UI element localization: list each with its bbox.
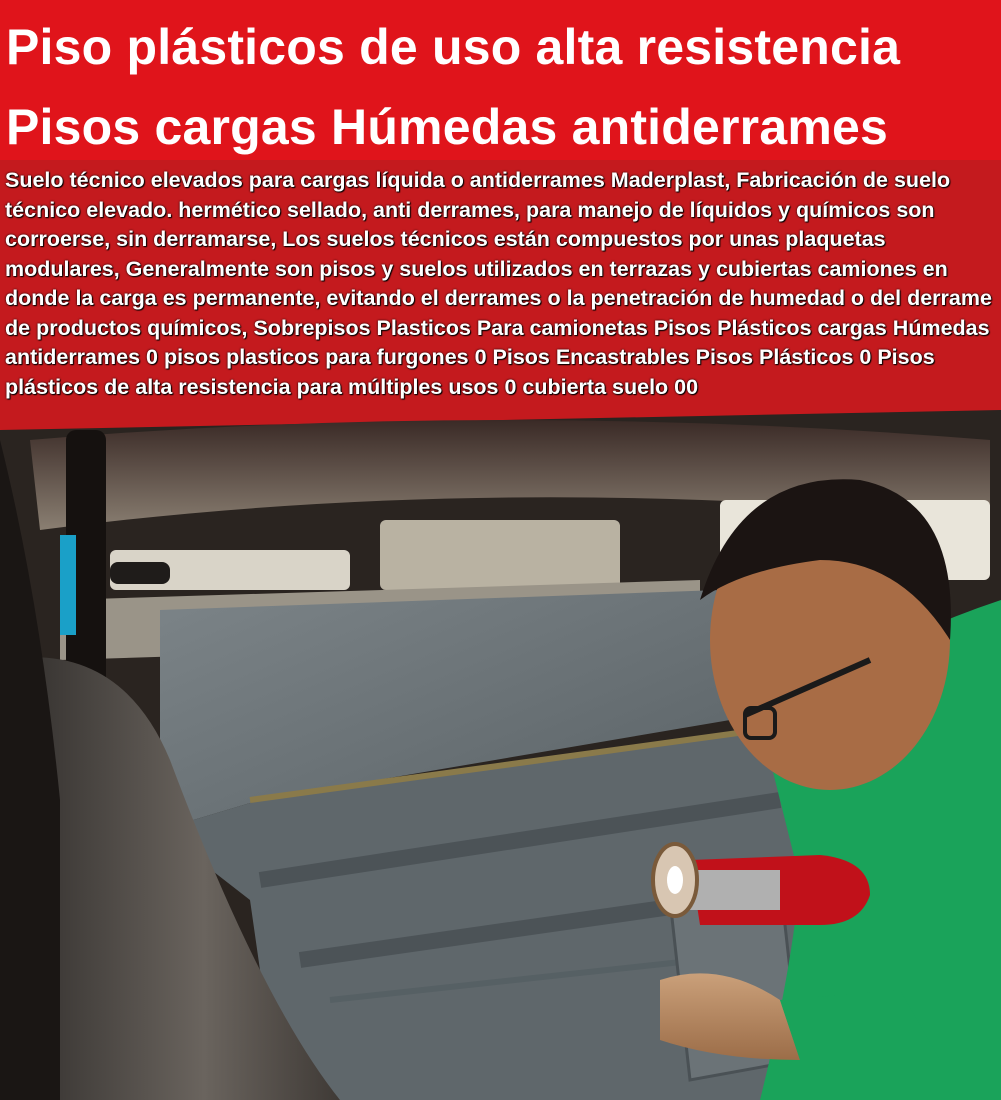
van-side-window (380, 520, 620, 590)
title-banner (0, 0, 1001, 160)
rearview-mirror (110, 562, 170, 584)
description-text: Suelo técnico elevados para cargas líquida o antiderrames Maderplast, Fabricación de suelo técnico elevado. hermético sellado, anti derrames, para manejo de líquidos y químicos son corroerse, sin derramarse, Los suelos técnicos están compuestos por unas plaquetas modulares, Generalmente son pisos y suelos utilizados en terrazas y cubiertas camiones en donde la carga es permanente, evitando el derrames o la penetración de humedad o del derrame de productos químicos, Sobrepisos Plasticos Para camionetas Pisos Plásticos cargas Húmedas antiderrames 0 pisos plasticos para furgones 0 Pisos Encastrables Pisos Plásticos 0 Pisos plásticos de alta resistencia para múltiples usos 0 cubierta suelo 00 (5, 168, 992, 399)
title-line-2: Pisos cargas Húmedas antiderrames (6, 99, 889, 155)
title-line-1: Piso plásticos de uso alta resistencia (6, 19, 901, 75)
